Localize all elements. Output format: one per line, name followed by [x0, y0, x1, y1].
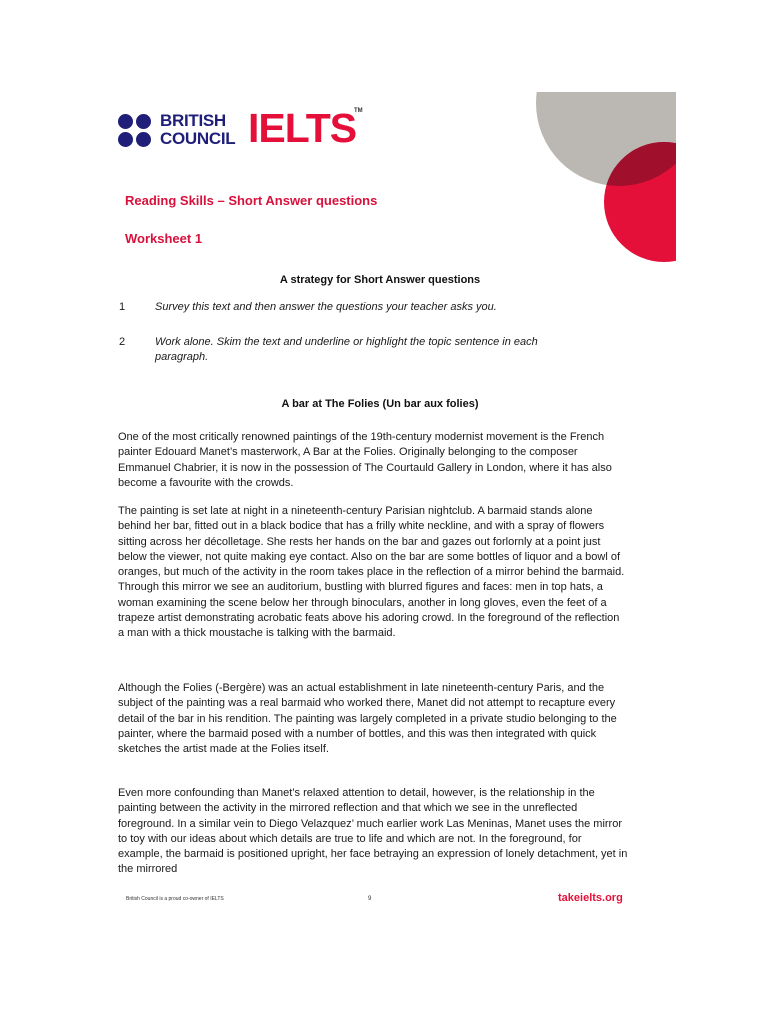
- article-title: A bar at The Folies (Un bar aux folies): [281, 398, 479, 410]
- article-paragraph: The painting is set late at night in a nineteenth-century Parisian nightclub. A barmaid stands alone behind her bar, fitted out in a black bodice that has a frilly white neckline, and with a spray of flowers sitting across her décolletage. She rests her hands on the bar and gazes out forlornly at a point just below the viewer, not quite making eye contact. Also on the bar are some bottles of liquor and a bowl of oranges, but much of the activity in the room takes place in the reflection of a mirror behind the barmaid. Through this mirror we see an auditorium, bustling with blurred figures and faces: men in top hats, a woman examining the scene below her through binoculars, another in long gloves, even the feet of a trapeze artist demonstrating acrobatic feats above his adoring crowd. In the foreground of the reflection a man with a thick moustache is talking with the barmaid.: [118, 505, 625, 640]
- takeielts-link[interactable]: takeielts.org: [558, 892, 623, 904]
- page-title: Reading Skills – Short Answer questions: [125, 193, 378, 208]
- worksheet-page: [84, 92, 676, 924]
- british-council-dots-icon: [118, 114, 156, 148]
- article-paragraph: One of the most critically renowned paintings of the 19th-century modernist movement is the French painter Edouard Manet’s masterwork, A Bar at the Folies. Originally belonging to the composer Emmanuel Chabrier, it is now in the possession of The Courtauld Gallery in London, where it has also become a favourite with the crowds.: [118, 431, 612, 489]
- ielts-wordmark: IELTS: [248, 105, 357, 151]
- trademark-symbol: TM: [354, 108, 363, 114]
- decorative-red-circle: [604, 142, 676, 262]
- article-paragraph: Although the Folies (-Bergère) was an actual establishment in late nineteenth-century Paris, and the subject of the painting was a real barmaid who worked there, Manet did not attempt to recapture every detail of the bar in his rendition. The painting was largely completed in a private studio belonging to the painter, where the barmaid posed with a number of bottles, and this was then integrated with quick sketches the artist made at the Folies itself.: [118, 682, 617, 756]
- decorative-circle-overlap: [604, 142, 676, 186]
- instruction-number: 1: [119, 301, 126, 313]
- worksheet-label: Worksheet 1: [125, 231, 203, 246]
- page-number: 9: [368, 896, 372, 902]
- strategy-heading: A strategy for Short Answer questions: [279, 274, 481, 286]
- article-paragraph: Even more confounding than Manet’s relaxed attention to detail, however, is the relationship in the painting between the activity in the mirrored reflection and that which we see in the unreflected foreground. In a similar vein to Diego Velazquez’ much earlier work Las Meninas, Manet uses the mirror to toy with our ideas about which details are true to life and which are not. In the foreground, for example, the barmaid is positioned upright, her face betraying an expression of lonely detachment, yet in the mirrored: [118, 787, 628, 876]
- instruction-number: 2: [119, 336, 126, 348]
- footer-ownership-note: British Council is a proud co-owner of IELTS: [126, 896, 224, 902]
- instruction-text: Survey this text and then answer the questions your teacher asks you.: [155, 301, 497, 313]
- british-council-wordmark: BRITISH COUNCIL: [160, 111, 236, 148]
- instruction-text: Work alone. Skim the text and underline or highlight the topic sentence in each paragraph.: [155, 336, 538, 363]
